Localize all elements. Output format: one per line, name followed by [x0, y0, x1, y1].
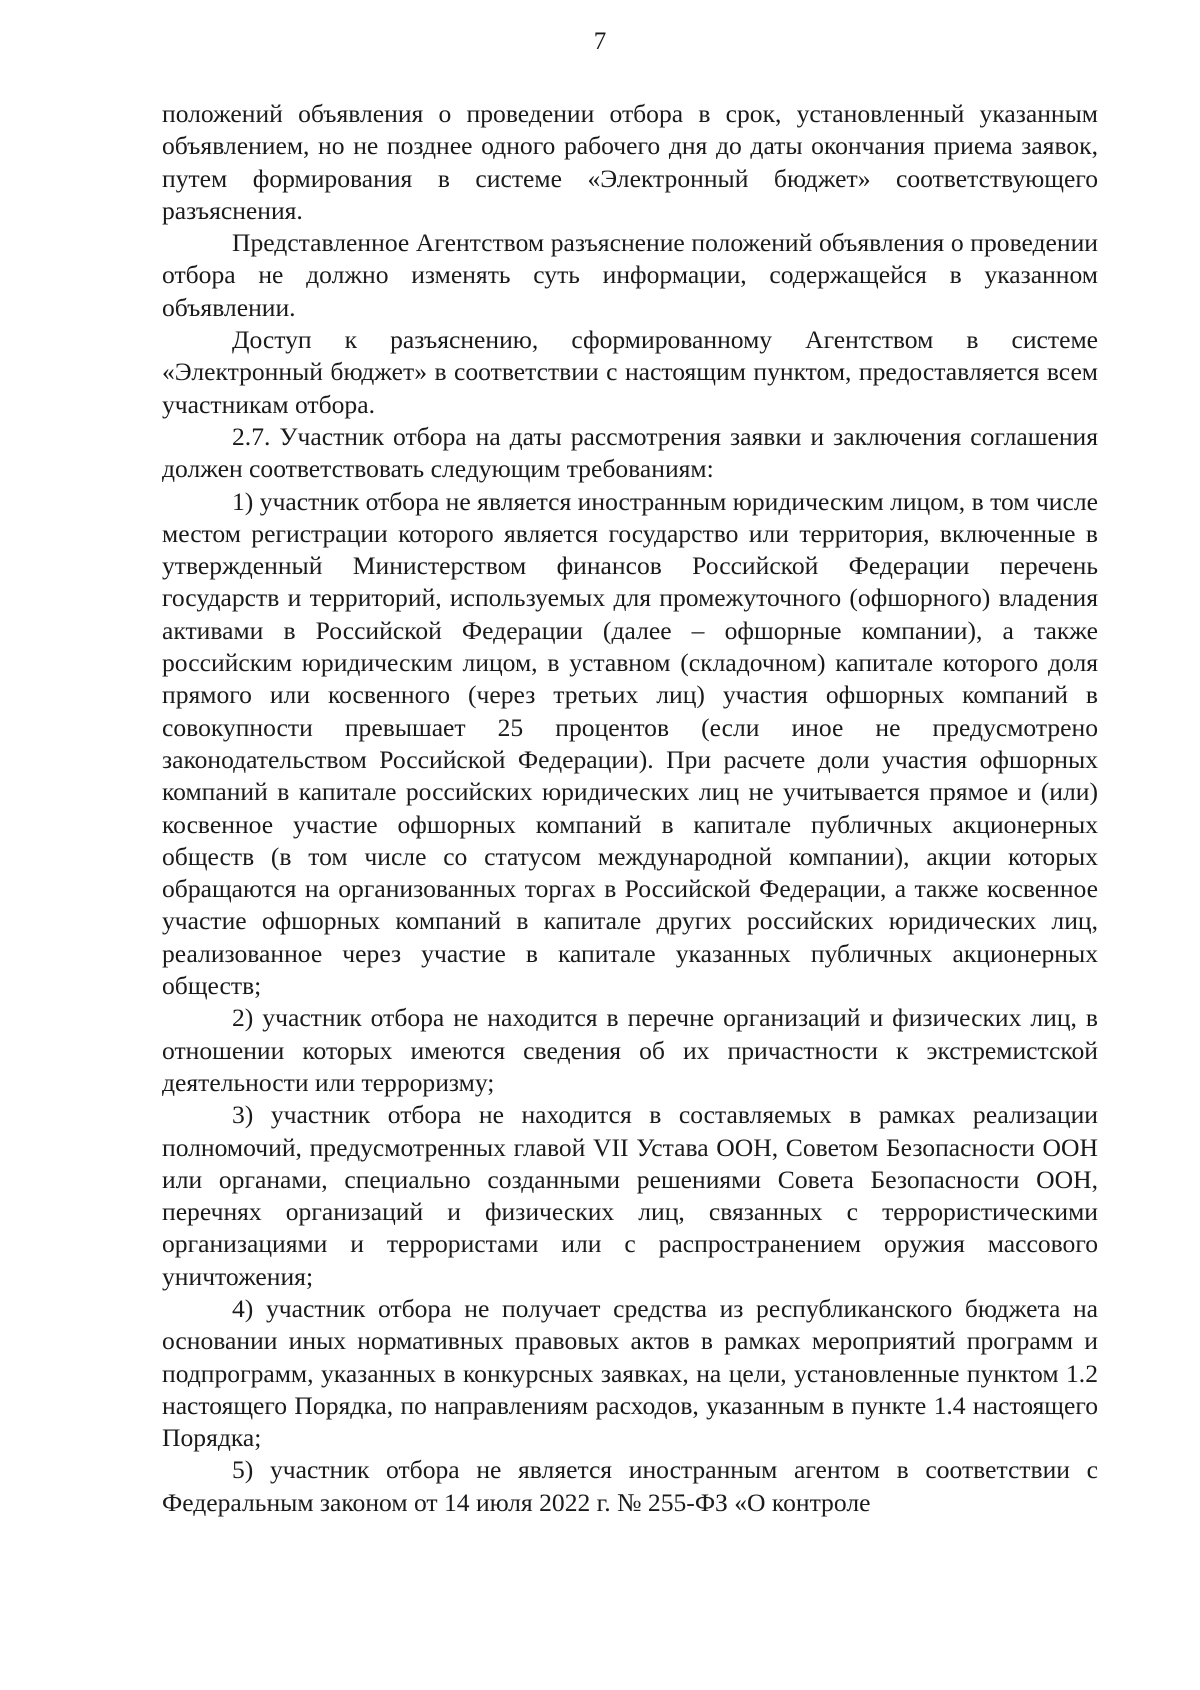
paragraph-continuation: положений объявления о проведении отбора в срок, установленный указанным объявлением, но не позднее одного рабочего дня до даты окончания приема заявок, путем формирования в системе «Электронный бюджет» соответствующего разъяснения.: [162, 99, 1098, 225]
paragraph-requirement-3: 3) участник отбора не находится в составляемых в рамках реализации полномочий, предусмотренных главой VII Устава ООН, Советом Безопасности ООН или органами, специально созданными решениями Совета Безопасности ООН, перечнях организаций и физических лиц, связанных с террористическими организациями и террористами или с распространением оружия массового уничтожения;: [162, 1100, 1098, 1291]
page-number: 7: [593, 28, 607, 55]
paragraph-section-2-7: 2.7. Участник отбора на даты рассмотрения заявки и заключения соглашения должен соответствовать следующим требованиям:: [162, 421, 1098, 484]
paragraph-requirement-2: 2) участник отбора не находится в перечне организаций и физических лиц, в отношении которых имеются сведения об их причастности к экстремистской деятельности или терроризму;: [162, 1003, 1098, 1097]
document-body: [162, 98, 1098, 1519]
paragraph-requirement-4: 4) участник отбора не получает средства из республиканского бюджета на основании иных нормативных правовых актов в рамках мероприятий программ и подпрограмм, указанных в конкурсных заявках, на цели, установленные пунктом 1.2 настоящего Порядка, по направлениям расходов, указанным в пункте 1.4 настоящего Порядка;: [162, 1293, 1098, 1453]
paragraph-clarification-content: Представленное Агентством разъяснение положений объявления о проведении отбора не должно изменять суть информации, содержащейся в указанном объявлении.: [162, 228, 1098, 322]
paragraph-requirement-5: 5) участник отбора не является иностранным агентом в соответствии с Федеральным законом от 14 июля 2022 г. № 255-ФЗ «О контроле: [162, 1455, 1098, 1517]
paragraph-clarification-access: Доступ к разъяснению, сформированному Агентством в системе «Электронный бюджет» в соответствии с настоящим пунктом, предоставляется всем участникам отбора.: [162, 325, 1098, 419]
paragraph-requirement-1: 1) участник отбора не является иностранным юридическим лицом, в том числе местом регистрации которого является государство или территория, включенные в утвержденный Министерством финансов Российской Федерации перечень государств и территорий, используемых для промежуточного (офшорного) владения активами в Российской Федерации (далее – офшорные компании), а также российским юридическим лицом, в уставном (складочном) капитале которого доля прямого или косвенного (через третьих лиц) участия офшорных компаний в совокупности превышает 25 процентов (если иное не предусмотрено законодательством Российской Федерации). При расчете доли участия офшорных компаний в капитале российских юридических лиц не учитывается прямое и (или) косвенное участие офшорных компаний в капитале публичных акционерных обществ (в том числе со статусом международной компании), акции которых обращаются на организованных торгах в Российской Федерации, а также косвенное участие офшорных компаний в капитале других российских юридических лиц, реализованное через участие в капитале указанных публичных акционерных обществ;: [162, 486, 1098, 1001]
